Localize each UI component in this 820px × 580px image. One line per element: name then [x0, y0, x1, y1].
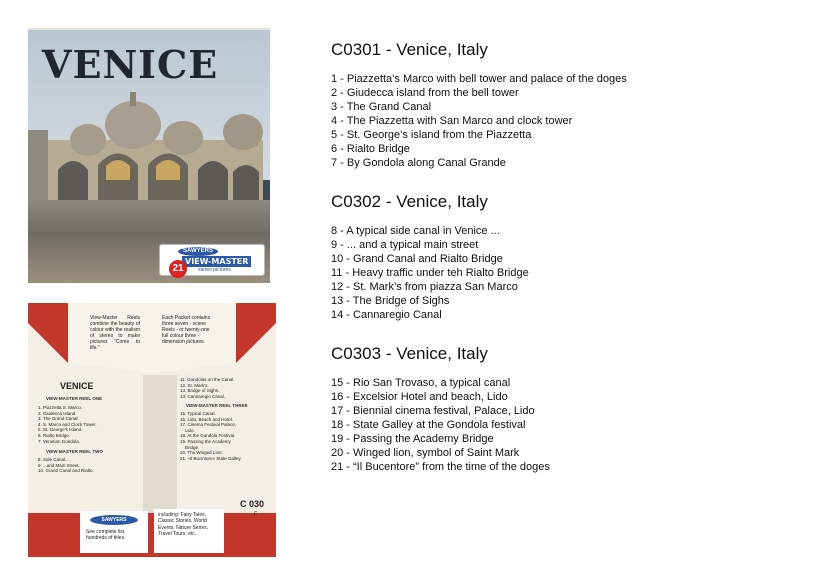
list-item: 10 - Grand Canal and Rialto Bridge: [331, 253, 503, 265]
list-item: 6 - Rialto Bridge: [331, 143, 410, 155]
list-item: 5 - St. George’s island from the Piazzetta: [331, 129, 532, 141]
section-heading: C0301 - Venice, Italy: [331, 40, 488, 59]
reel-two-cont-list: 11. Gondolas on the Canal. 12. St. Mark's. 13. Bridge of Sighs. 14. Cannaregio Canal.: [180, 377, 235, 399]
intro-right-text: Each Packet contains three seven - scene Reels - or twenty-one full colour three - dimension pictures.: [162, 315, 211, 345]
stereo-pictures-text: stereo pictures: [198, 267, 231, 273]
list-item: 4 - The Piazzetta with San Marco and clock tower: [331, 115, 573, 127]
list-item: 8 - A typical side canal in Venice ...: [331, 225, 500, 237]
sawyers-logo-back: SAWYERS: [90, 515, 138, 525]
envelope-flap: [28, 303, 276, 373]
list-item: 1 - Piazzetta’s Marco with bell tower and palace of the doges: [331, 73, 627, 85]
section-heading: C0302 - Venice, Italy: [331, 192, 488, 211]
list-item: 16 - Excelsior Hotel and beach, Lido: [331, 391, 508, 403]
section-heading: C0303 - Venice, Italy: [331, 344, 488, 363]
cover-title: VENICE: [42, 42, 219, 87]
list-item: 18 - State Galley at the Gondola festival: [331, 419, 526, 431]
center-band: [143, 375, 177, 515]
list-item: 11 - Heavy traffic under teh Rialto Bridge: [331, 267, 529, 279]
reel-one-list: 1. Piazzetta S. Marco. 2. Giudecca Island. 3. The Grand Canal. 4. S. Marco and Clock Tower. 5. St. George's Island. 6. Rialto Bridge. 7. Venetian Gondola.: [38, 405, 97, 444]
list-item: 21 - “Il Bucentore” from the time of the doges: [331, 461, 550, 473]
list-item: 13 - The Bridge of Sighs: [331, 295, 450, 307]
reel-three-list: 15. Typical Canal. 16. Lido, Beach and Hotel. 17. Cinema Festival Palace, Lido. 18. At the Gondola Festival. 19. Passing the Academy Bridge. 20. The Winged Lion. 21. «Il Bucintoro» State Galley.: [180, 411, 242, 461]
front-cover-image: [28, 28, 270, 283]
list-item: 14 - Cannaregio Canal: [331, 309, 442, 321]
list-item: 19 - Passing the Academy Bridge: [331, 433, 494, 445]
back-title: VENICE: [60, 381, 94, 391]
list-item: 17 - Biennial cinema festival, Palace, Lido: [331, 405, 535, 417]
picture-count-badge: 21: [169, 260, 187, 278]
list-item: 3 - The Grand Canal: [331, 101, 432, 113]
including-text: including: Fairy Tales, Classic Stories, World Events, Nature Series, Travel Tours, etc.: [158, 512, 209, 538]
list-item: 2 - Giudecca island from the bell tower: [331, 87, 519, 99]
list-item: 15 - Rio San Trovaso, a typical canal: [331, 377, 511, 389]
view-master-logo: VIEW-MASTER: [182, 256, 251, 267]
sawyers-logo: SAWYERS: [178, 247, 218, 256]
reel-one-heading: VIEW-MASTER REEL ONE: [46, 396, 103, 401]
intro-left-text: View-Master Reels combine the beauty of colour with the realism of stereo to make pictures "Come to life.": [90, 315, 140, 351]
reel-three-heading: VIEW-MASTER REEL THREE: [186, 403, 248, 408]
edition-letter: E: [254, 511, 258, 517]
reel-two-list: 8. Side Canal... 9. ...and Main Street. 10. Grand Canal and Rialto.: [38, 457, 94, 474]
list-item: 9 - ... and a typical main street: [331, 239, 479, 251]
list-item: 7 - By Gondola along Canal Grande: [331, 157, 506, 169]
catalog-code: C 030: [240, 499, 265, 509]
back-cover-image: [28, 303, 276, 557]
list-item: 20 - Winged lion, symbol of Saint Mark: [331, 447, 520, 459]
see-list-text: See complete list, hundreds of titles.: [86, 529, 126, 541]
list-item: 12 - St. Mark’s from piazza San Marco: [331, 281, 518, 293]
basilica-illustration: [28, 70, 270, 210]
bottom-red-band: [28, 513, 276, 557]
reel-two-heading: VIEW-MASTER REEL TWO: [46, 449, 103, 454]
